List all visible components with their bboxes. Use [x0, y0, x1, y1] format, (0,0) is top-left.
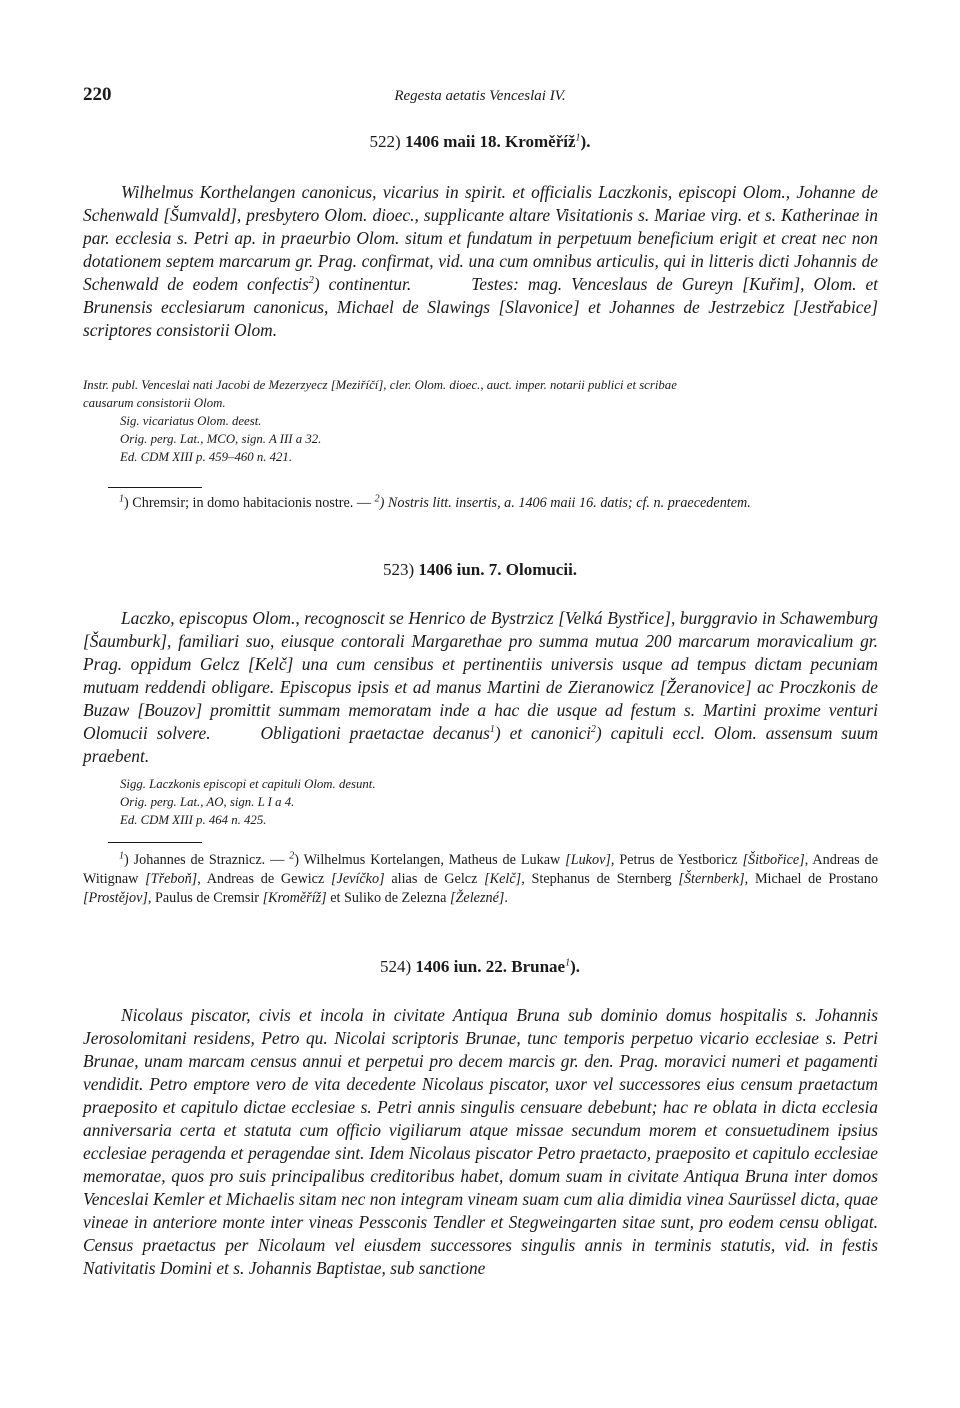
- entry-date-end: ).: [580, 132, 591, 151]
- entry-number: 522): [369, 132, 401, 151]
- entry-date: 1406 iun. 7. Olomucii.: [418, 560, 578, 579]
- entry-date-end: ).: [570, 957, 581, 976]
- note-original: Orig. perg. Lat., MCO, sign. A III a 32.: [120, 432, 322, 446]
- entry-524-heading: [0, 957, 960, 977]
- note-seals: Sigg. Laczkonis episcopi et capituli Olom. desunt.: [120, 777, 376, 791]
- entry-number: 523): [382, 560, 415, 579]
- entry-524-text: Nicolaus piscator, civis et incola in civitate Antiqua Bruna sub dominio domus hospitalis s. Johannis Jerosolomitani residens, Petro qu. Nicolai scriptoris Brunae, tunc temporis perpetuo vicario ecclesiae s. Petri Brunae, unam marcam census annui et perpetui pro decem marcis gr. den. Prag. moravici numeri et pagamenti vendidit. Petro emptore vero de vita decedente Nicolaus piscator, uxor vel successores eius censum praetactum praeposito et capitulo dictae ecclesiae s. Petri annis singulis censuare debebunt; hac re oblata in dicta ecclesia anniversaria certa et statuta cum officio vigiliarum atque missae secundum morem et consuetudinem ipsius ecclesiae peragenda et peragendae sint. Idem Nicolaus piscator Petro praetacto, praeposito et capitulo ecclesiae memoratae, quos pro suis principalibus creditoribus habet, domum suam in civitate Antiqua Bruna inter domos Venceslai Kemler et Michaelis sitam nec non integram vineam suam cum alia dimidia vinea Saurüssel dicta, quae vineae in anteriore monte inter vineas Pessconis Tendler et Stegweingarten sitae sunt, pro eodem censu obligat. Census praetactus per Nicolaum vel eiusdem successores singulis annis in terminis statutis, vid. in festis Nativitatis Domini et s. Johannis Baptistae, sub sanctione: [83, 1005, 878, 1278]
- note-original: Orig. perg. Lat., AO, sign. L I a 4.: [120, 795, 295, 809]
- footnote-divider: [108, 842, 202, 843]
- entry-523-heading: [0, 560, 960, 580]
- entry-522-heading: [0, 132, 960, 152]
- entry-date-footnote-mark: 1: [565, 957, 571, 969]
- page-number: 220: [83, 84, 112, 105]
- entry-523-footnotes: $^1$) Johannes de Straznicz. — $^2$) Wilhelmus Kortelangen, Matheus de Lukaw [Lukov], Petrus de Yestboricz [Šitbořice], Andreas de Witignaw [Třeboň], Andreas de Gewicz [Jevíčko] alias de Gelcz [Kelč], Stephanus de Sternberg [Šternberk], Michael de Prostano [Prostějov], Paulus de Cremsir [Kroměříž] et Suliko de Zelezna [Železné].: [83, 850, 878, 906]
- running-title: Regesta aetatis Venceslai IV.: [394, 88, 566, 104]
- entry-522-notes: [83, 376, 878, 466]
- note-edition: Ed. CDM XIII p. 464 n. 425.: [120, 813, 267, 827]
- entry-date: 1406 maii 18. Kroměříž: [404, 132, 576, 151]
- entry-523-text: Laczko, episcopus Olom., recognoscit se Henrico de Bystrzicz [Velká Bystřice], burggravio in Schawemburg [Šaumburk], familiari suo, eiusque contorali Margarethae pro summa mutua 200 marcarum moravicalium gr. Prag. oppidum Gelcz [Kelč] una cum censibus et pertinentiis universis usque ad tempus dictam pecuniam mutuam reddendi obligare. Episcopus ipsis et ad manus Martini de Zieranowicz [Žeranovice] ac Proczkonis de Buzaw [Bouzov] promittit summam memoratam inde a hac die usque ad festum s. Martini proxime venturi Olomucii solvere. Obligationi praetactae decanus$^1$) et canonici$^2$) capituli eccl. Olom. assensum suum praebent.: [83, 608, 879, 766]
- entry-522-footnotes: $^1$) Chremsir; in domo habitacionis nostre. — $^2$) Nostris litt. insertis, a. 1406 maii 16. datis; cf. n. praecedentem.: [119, 493, 751, 511]
- entry-date-footnote-mark: 1: [575, 132, 581, 144]
- footnote-divider: [108, 487, 202, 488]
- note-edition: Ed. CDM XIII p. 459–460 n. 421.: [120, 450, 293, 464]
- note-instrument-cont: causarum consistorii Olom.: [83, 396, 226, 410]
- entry-523-notes: [83, 775, 878, 829]
- entry-date: 1406 iun. 22. Brunae: [415, 957, 566, 976]
- note-seal: Sig. vicariatus Olom. deest.: [120, 414, 262, 428]
- entry-number: 524): [379, 957, 412, 976]
- entry-522-text: Wilhelmus Korthelangen canonicus, vicarius in spirit. et officialis Laczkonis, episcopi Olom., Johanne de Schenwald [Šumvald], presbytero Olom. dioec., supplicante altare Visitationis s. Mariae virg. et s. Katherinae in par. ecclesia s. Petri ap. in praeurbio Olom. situm et fundatum in perpetuum beneficium erigit et creat nec non dotationem septem marcarum gr. Prag. confirmat, vid. una cum omnibus articulis, qui in litteris dicti Johannis de Schenwald de eodem confectis$^2$) continentur. Testes: mag. Venceslaus de Gureyn [Kuřim], Olom. et Brunensis ecclesiarum canonicus, Michael de Slawings [Slavonice] et Johannes de Jestrzebicz [Jestřabice] scriptores consistorii Olom.: [83, 182, 878, 340]
- note-instrument: Instr. publ. Venceslai nati Jacobi de Mezerzyecz [Meziříčí], cler. Olom. dioec., auct. imper. notarii publici et scribae: [83, 378, 677, 392]
